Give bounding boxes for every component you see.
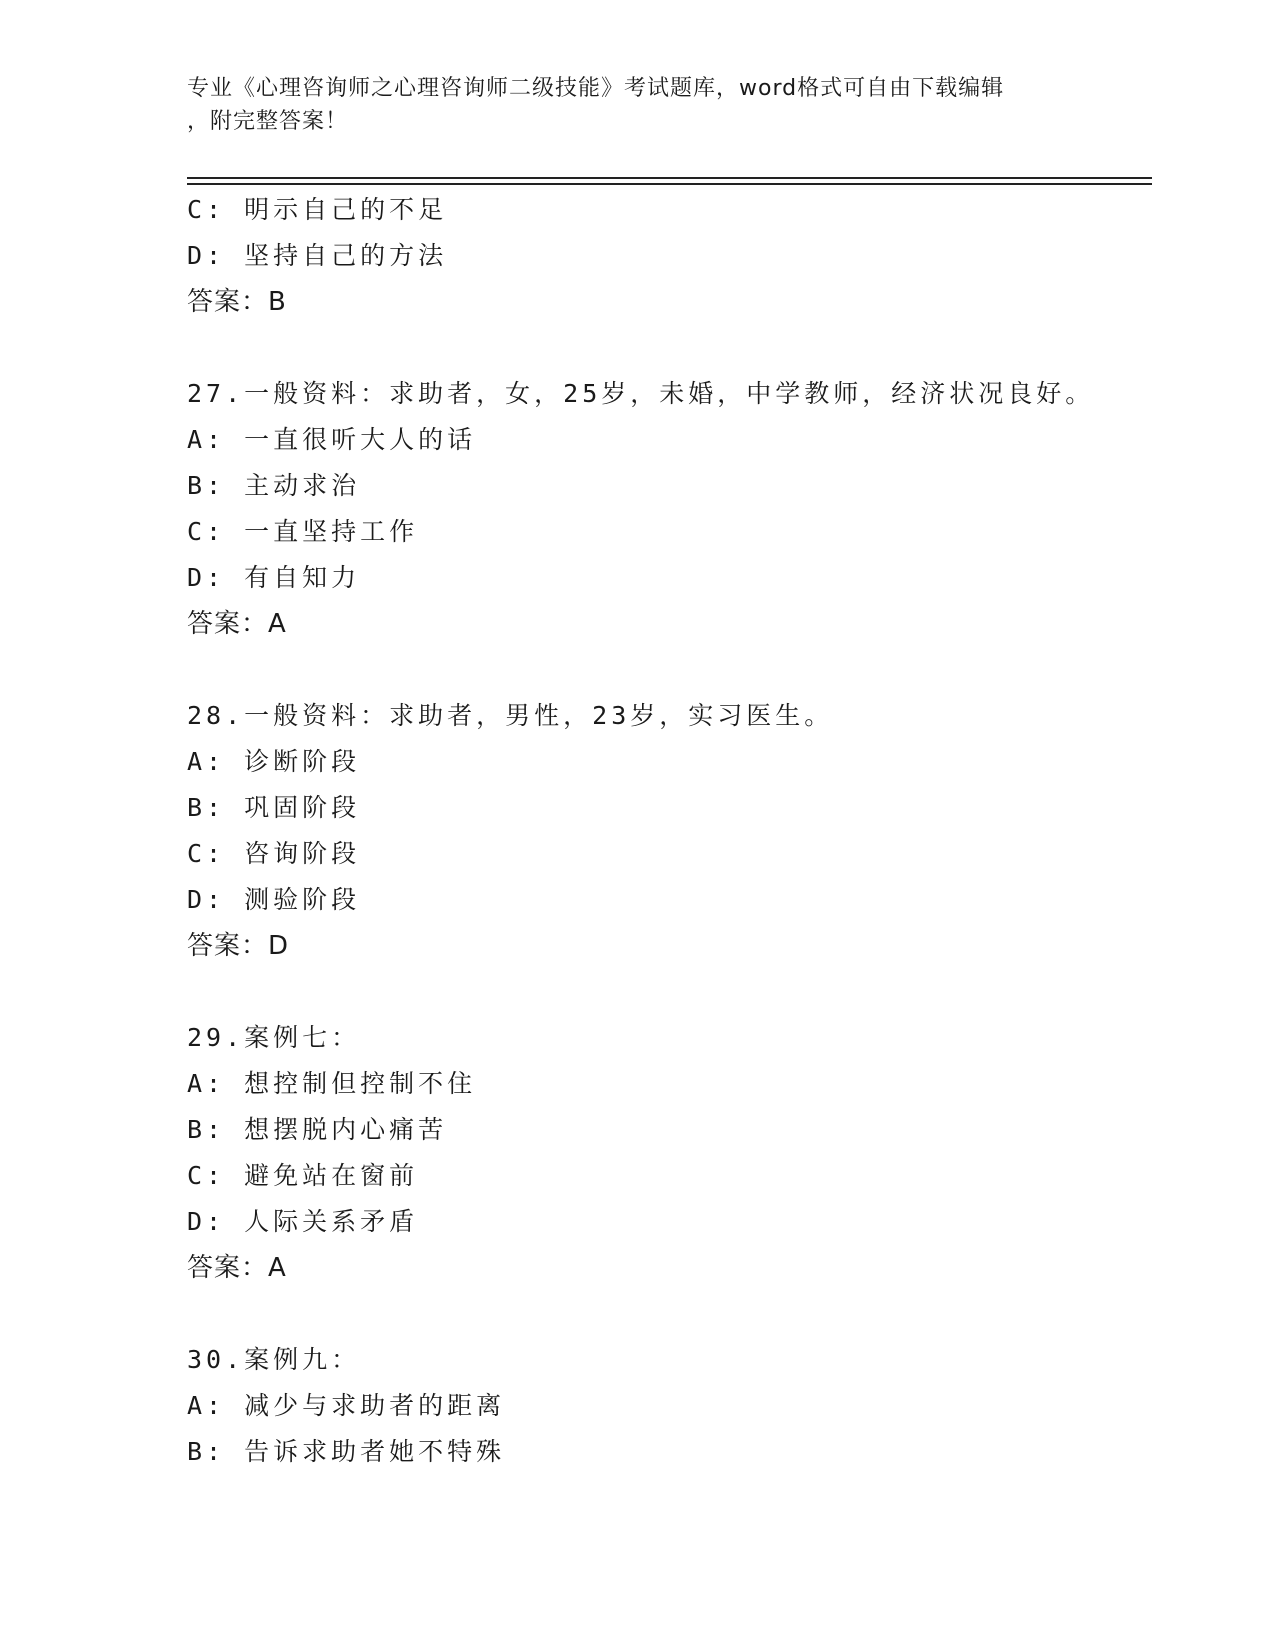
question-list bbox=[187, 187, 1152, 1475]
option-b: B: 告诉求助者她不特殊 bbox=[187, 1437, 506, 1466]
answer-line: 答案：A bbox=[187, 1253, 287, 1283]
spacer bbox=[187, 325, 1152, 371]
answer-line: 答案：D bbox=[187, 931, 290, 961]
question-stem: 30.案例九： bbox=[187, 1345, 361, 1374]
option-b: B: 巩固阶段 bbox=[187, 793, 361, 822]
option-a: A: 减少与求助者的距离 bbox=[187, 1391, 506, 1420]
header-divider-bottom bbox=[187, 183, 1152, 185]
question-block-27 bbox=[187, 371, 1152, 647]
question-stem: 29.案例七： bbox=[187, 1023, 361, 1052]
spacer bbox=[187, 647, 1152, 693]
question-block-29 bbox=[187, 1015, 1152, 1291]
option-a: A: 一直很听大人的话 bbox=[187, 425, 477, 454]
option-c: C: 明示自己的不足 bbox=[187, 195, 448, 224]
option-d: D: 测验阶段 bbox=[187, 885, 361, 914]
document-header bbox=[187, 72, 1087, 138]
option-d: D: 坚持自己的方法 bbox=[187, 241, 448, 270]
option-b: B: 想摆脱内心痛苦 bbox=[187, 1115, 448, 1144]
option-c: C: 咨询阶段 bbox=[187, 839, 361, 868]
option-a: A: 诊断阶段 bbox=[187, 747, 361, 776]
option-b: B: 主动求治 bbox=[187, 471, 361, 500]
answer-line: 答案：B bbox=[187, 287, 287, 317]
option-a: A: 想控制但控制不住 bbox=[187, 1069, 477, 1098]
option-c: C: 一直坚持工作 bbox=[187, 517, 419, 546]
header-divider-top bbox=[187, 177, 1152, 179]
option-c: C: 避免站在窗前 bbox=[187, 1161, 419, 1190]
option-d: D: 人际关系矛盾 bbox=[187, 1207, 419, 1236]
answer-line: 答案：A bbox=[187, 609, 287, 639]
spacer bbox=[187, 1291, 1152, 1337]
header-line-2: ，附完整答案！ bbox=[187, 109, 349, 134]
question-block-28 bbox=[187, 693, 1152, 969]
question-block-partial bbox=[187, 187, 1152, 325]
spacer bbox=[187, 969, 1152, 1015]
question-stem: 28.一般资料：求助者，男性，23岁，实习医生。 bbox=[187, 701, 834, 730]
question-block-30 bbox=[187, 1337, 1152, 1475]
header-line-1: 专业《心理咨询师之心理咨询师二级技能》考试题库，word格式可自由下载编辑 bbox=[187, 76, 1005, 101]
option-d: D: 有自知力 bbox=[187, 563, 361, 592]
question-stem: 27.一般资料：求助者，女，25岁，未婚，中学教师，经济状况良好。 bbox=[187, 379, 1095, 408]
